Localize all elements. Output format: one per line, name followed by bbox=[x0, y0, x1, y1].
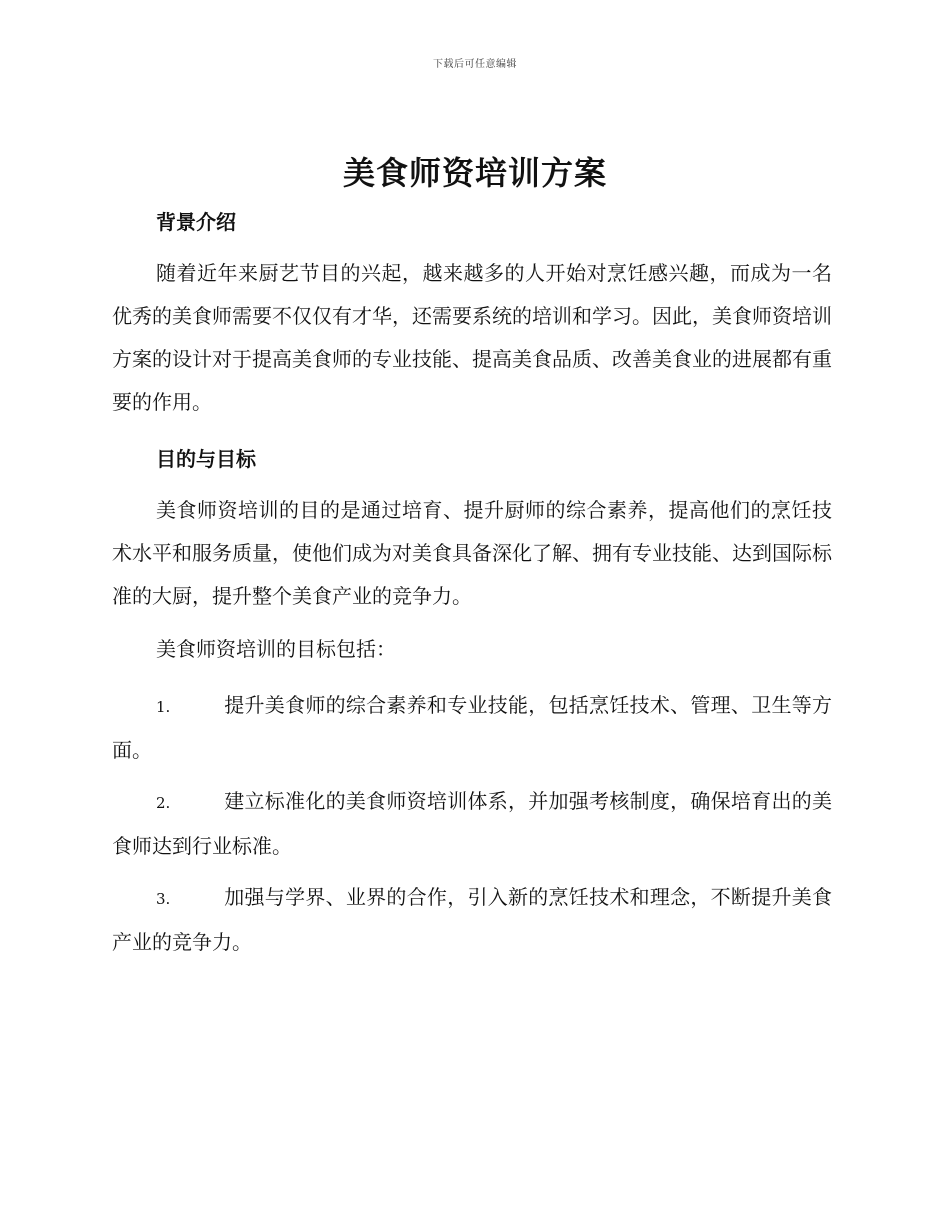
list-item-number: 2. bbox=[156, 794, 171, 812]
list-item-text: 加强与学界、业界的合作，引入新的烹饪技术和理念，不断提升美食产业的竞争力。 bbox=[112, 885, 832, 954]
list-item bbox=[112, 780, 832, 868]
list-item bbox=[112, 684, 832, 772]
list-item-text: 提升美食师的综合素养和专业技能，包括烹饪技术、管理、卫生等方面。 bbox=[112, 693, 832, 762]
document-title: 美食师资培训方案 bbox=[342, 154, 607, 192]
paragraph-goals-intro: 美食师资培训的目标包括： bbox=[156, 637, 396, 661]
list-item-number: 1. bbox=[156, 698, 171, 716]
paragraph-purpose: 美食师资培训的目的是通过培育、提升厨师的综合素养，提高他们的烹饪技术水平和服务质量，使他们成为对美食具备深化了解、拥有专业技能、达到国际标准的大厨，提升整个美食产业的竞争力。 bbox=[112, 498, 832, 608]
list-item-number: 3. bbox=[156, 890, 171, 908]
section-heading-goals: 目的与目标 bbox=[156, 447, 256, 471]
list-item-text: 建立标准化的美食师资培训体系，并加强考核制度，确保培育出的美食师达到行业标准。 bbox=[112, 789, 832, 858]
paragraph-background: 随着近年来厨艺节目的兴起，越来越多的人开始对烹饪感兴趣，而成为一名优秀的美食师需要不仅仅有才华，还需要系统的培训和学习。因此，美食师资培训方案的设计对于提高美食师的专业技能、提高美食品质、改善美食业的进展都有重要的作用。 bbox=[112, 261, 832, 414]
list-item bbox=[112, 876, 832, 964]
header-note: 下载后可任意编辑 bbox=[433, 59, 517, 70]
section-heading-background: 背景介绍 bbox=[156, 210, 236, 234]
